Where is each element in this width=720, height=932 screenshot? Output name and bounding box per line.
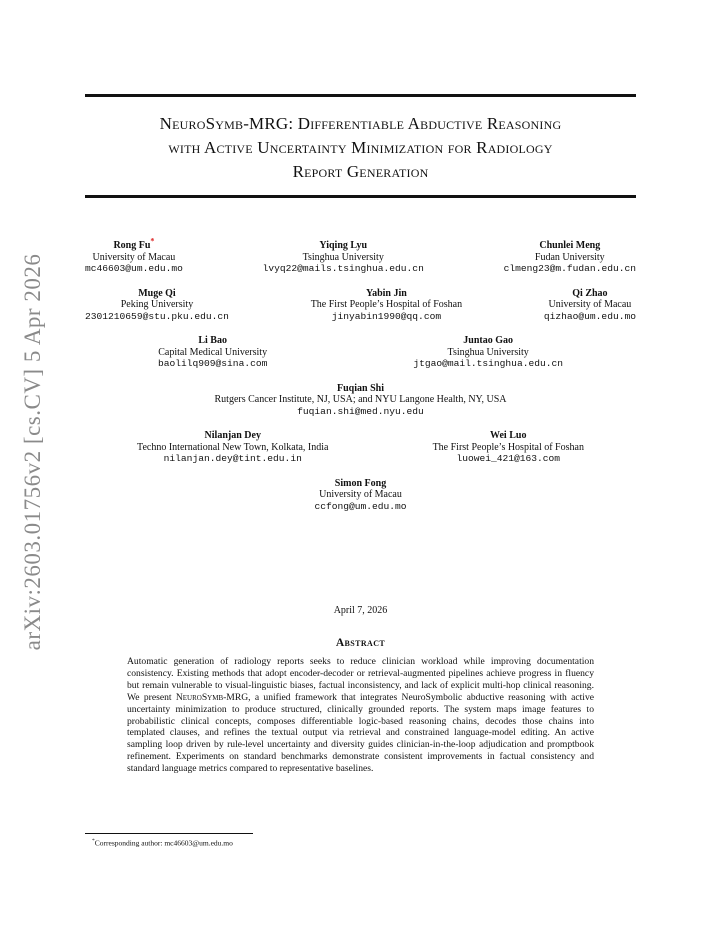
title-line-2: with Active Uncertainty Minimization for Radiology	[168, 138, 553, 157]
author-name: Yiqing Lyu	[319, 240, 368, 251]
author-name: Li Bao	[198, 335, 227, 346]
author-row	[85, 478, 636, 513]
author-entry	[413, 335, 563, 370]
author-affiliation: The First People’s Hospital of Foshan	[432, 441, 584, 453]
author-entry	[85, 288, 229, 323]
author-entry	[314, 478, 406, 513]
author-email: luowei_421@163.com	[456, 453, 561, 464]
author-affiliation: Peking University	[120, 299, 194, 310]
author-email: 2301210659@stu.pku.edu.cn	[85, 310, 229, 322]
author-name: Simon Fong	[334, 477, 387, 489]
author-entry	[544, 288, 636, 323]
title-bottom-rule	[85, 195, 636, 198]
author-block	[85, 236, 636, 525]
author-email: lvyq22@mails.tsinghua.edu.cn	[262, 263, 424, 274]
publication-date: April 7, 2026	[333, 605, 388, 616]
author-name: Chunlei Meng	[539, 240, 601, 251]
author-email: qizhao@um.edu.mo	[543, 310, 636, 322]
footnote-text: Corresponding author: mc46603@um.edu.mo	[94, 838, 233, 848]
footnote-marker: *	[92, 838, 95, 844]
author-row	[85, 383, 636, 418]
author-name: Rong Fu	[113, 240, 151, 251]
author-email: nilanjan.dey@tint.edu.in	[163, 453, 302, 464]
arxiv-identifier-stamp: arXiv:2603.01756v2 [cs.CV] 5 Apr 2026	[20, 253, 45, 651]
author-affiliation: University of Macau	[548, 299, 632, 310]
system-name: NeuroSymb-MRG	[175, 691, 249, 703]
author-affiliation: The First People’s Hospital of Foshan	[310, 299, 463, 310]
author-entry	[137, 430, 328, 465]
author-name: Yabin Jin	[365, 287, 407, 299]
title-top-rule	[85, 94, 636, 97]
author-name: Fuqian Shi	[337, 382, 384, 394]
abstract-text-part: Automatic generation of radiology reports seeks to reduce clinician workload while improving documentation consistency. Existing methods that adopt encoder-decoder or retrieval-augmented pipelines achieve progress in fluency but remain vulnerable to visual-linguistic biases, factual inconsistency, and lack of explicit multi-hop clinical reasoning. We present	[127, 656, 594, 703]
corresponding-author-marker: *	[150, 236, 155, 246]
author-email: ccfong@um.edu.mo	[314, 500, 407, 512]
author-entry	[433, 430, 584, 465]
author-row	[85, 430, 636, 465]
author-entry	[215, 383, 507, 418]
footnote-rule	[85, 833, 253, 834]
author-row	[85, 236, 636, 275]
author-row	[85, 335, 636, 370]
author-affiliation: Tsinghua University	[447, 346, 529, 358]
abstract-text-part: , a unified framework that integrates NeuroSymbolic abductive reasoning with active uncertainty minimization to produce structured, clinically grounded reports. The system maps image features to probabilistic clinical concepts, composes differentiable logic-based reasoning chains, decodes those chains into templated clauses, and refines the textual output via retrieval and constrained language-model editing. An active sampling loop driven by rule-level uncertainty and diversity guides clinician-in-the-loop adjudication and promptbook refinement. Experiments on standard benchmarks demonstrate consistent improvements in factual consistency and standard language metrics compared to representative baselines.	[127, 691, 594, 775]
author-name: Qi Zhao	[572, 287, 608, 299]
author-entry	[158, 335, 267, 370]
author-entry	[311, 288, 462, 323]
author-row	[85, 288, 636, 323]
author-affiliation: University of Macau	[319, 489, 402, 500]
paper-title	[85, 112, 636, 184]
author-email: baolilq909@sina.com	[157, 358, 268, 369]
author-affiliation: Fudan University	[534, 251, 605, 263]
title-line-3: Report Generation	[292, 162, 429, 181]
author-affiliation: University of Macau	[92, 251, 176, 263]
author-entry	[504, 240, 636, 275]
author-name: Wei Luo	[490, 430, 527, 441]
abstract-heading: Abstract	[335, 637, 386, 649]
author-entry	[85, 236, 183, 275]
author-affiliation: Tsinghua University	[302, 251, 384, 263]
author-email: jinyabin1990@qq.com	[331, 310, 442, 322]
author-affiliation: Capital Medical University	[158, 346, 268, 358]
author-name: Juntao Gao	[463, 335, 514, 346]
author-name: Muge Qi	[138, 287, 176, 299]
author-email: mc46603@um.edu.mo	[85, 263, 183, 274]
footnote	[92, 838, 233, 848]
author-entry	[263, 240, 424, 275]
title-line-1: NeuroSymb-MRG: Differentiable Abductive Reasoning	[159, 114, 562, 133]
author-email: fuqian.shi@med.nyu.edu	[297, 405, 424, 417]
author-email: jtgao@mail.tsinghua.edu.cn	[413, 358, 563, 369]
author-affiliation: Rutgers Cancer Institute, NJ, USA; and NYU Langone Health, NY, USA	[214, 394, 507, 405]
author-name: Nilanjan Dey	[204, 430, 261, 441]
author-affiliation: Techno International New Town, Kolkata, India	[137, 441, 329, 453]
abstract-text	[127, 656, 594, 775]
author-email: clmeng23@m.fudan.edu.cn	[503, 263, 636, 274]
